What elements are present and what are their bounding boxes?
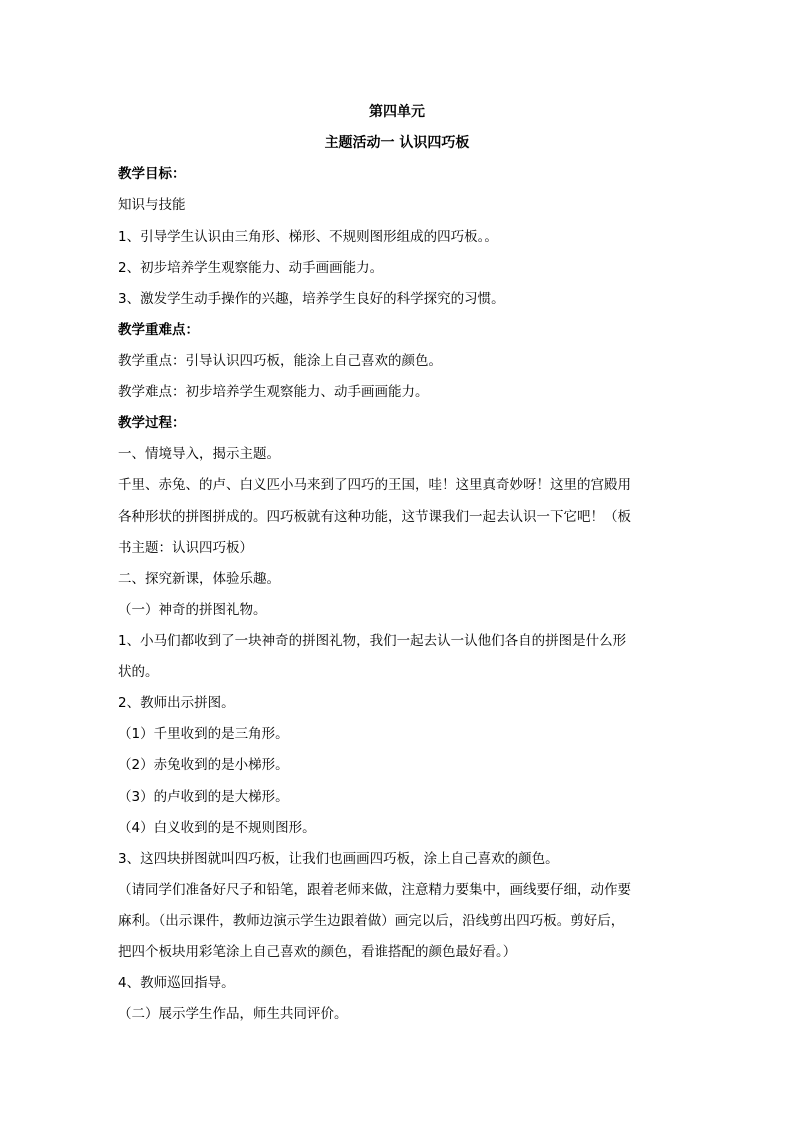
body-line: 千里、赤兔、的卢、白义匹小马来到了四巧的王国，哇！这里真奇妙呀！这里的宫殿用 bbox=[118, 477, 631, 493]
body-line: 教学难点：初步培养学生观察能力、动手画画能力。 bbox=[118, 384, 429, 400]
body-line: 二、探究新课，体验乐趣。 bbox=[118, 571, 280, 587]
activity-title: 主题活动一 认识四巧板 bbox=[324, 135, 470, 151]
body-line: 2、初步培养学生观察能力、动手画画能力。 bbox=[118, 260, 384, 276]
body-line: （4）白义收到的是不规则图形。 bbox=[118, 820, 316, 836]
body-line: 1、引导学生认识由三角形、梯形、不规则图形组成的四巧板。。 bbox=[118, 229, 498, 245]
body-line: 3、这四块拼图就叫四巧板，让我们也画画四巧板，涂上自己喜欢的颜色。 bbox=[118, 851, 559, 867]
body-line: 4、教师巡回指导。 bbox=[118, 975, 235, 991]
body-line: （一）神奇的拼图礼物。 bbox=[118, 602, 267, 618]
body-line: 一、情境导入，揭示主题。 bbox=[118, 446, 280, 462]
section-heading-process: 教学过程： bbox=[118, 415, 186, 431]
body-line: （1）千里收到的是三角形。 bbox=[118, 726, 289, 742]
body-line: 书主题：认识四巧板） bbox=[118, 540, 253, 556]
body-line: （二）展示学生作品，师生共同评价。 bbox=[118, 1006, 348, 1022]
body-line: 2、教师出示拼图。 bbox=[118, 695, 235, 711]
body-line: 状的。 bbox=[118, 664, 159, 680]
section-heading-objectives: 教学目标： bbox=[118, 166, 186, 182]
body-line: 3、激发学生动手操作的兴趣，培养学生良好的科学探究的习惯。 bbox=[118, 291, 505, 307]
body-line: （3）的卢收到的是大梯形。 bbox=[118, 789, 289, 805]
body-line: 教学重点：引导认识四巧板，能涂上自己喜欢的颜色。 bbox=[118, 353, 442, 369]
section-heading-key-points: 教学重难点： bbox=[118, 322, 199, 338]
body-line: （2）赤兔收到的是小梯形。 bbox=[118, 757, 289, 773]
body-line: 1、小马们都收到了一块神奇的拼图礼物，我们一起去认一认他们各自的拼图是什么形 bbox=[118, 633, 627, 649]
body-line: （请同学们准备好尺子和铅笔，跟着老师来做，注意精力要集中，画线要仔细，动作要 bbox=[118, 882, 631, 898]
body-line: 知识与技能 bbox=[118, 197, 186, 213]
body-line: 各种形状的拼图拼成的。四巧板就有这种功能，这节课我们一起去认识一下它吧！（板 bbox=[118, 509, 631, 525]
unit-title: 第四单元 bbox=[369, 104, 425, 120]
body-line: 把四个板块用彩笔涂上自己喜欢的颜色，看谁搭配的颜色最好看。） bbox=[118, 944, 517, 960]
body-line: 麻利。（出示课件，教师边演示学生边跟着做）画完以后，沿线剪出四巧板。剪好后， bbox=[118, 913, 625, 929]
